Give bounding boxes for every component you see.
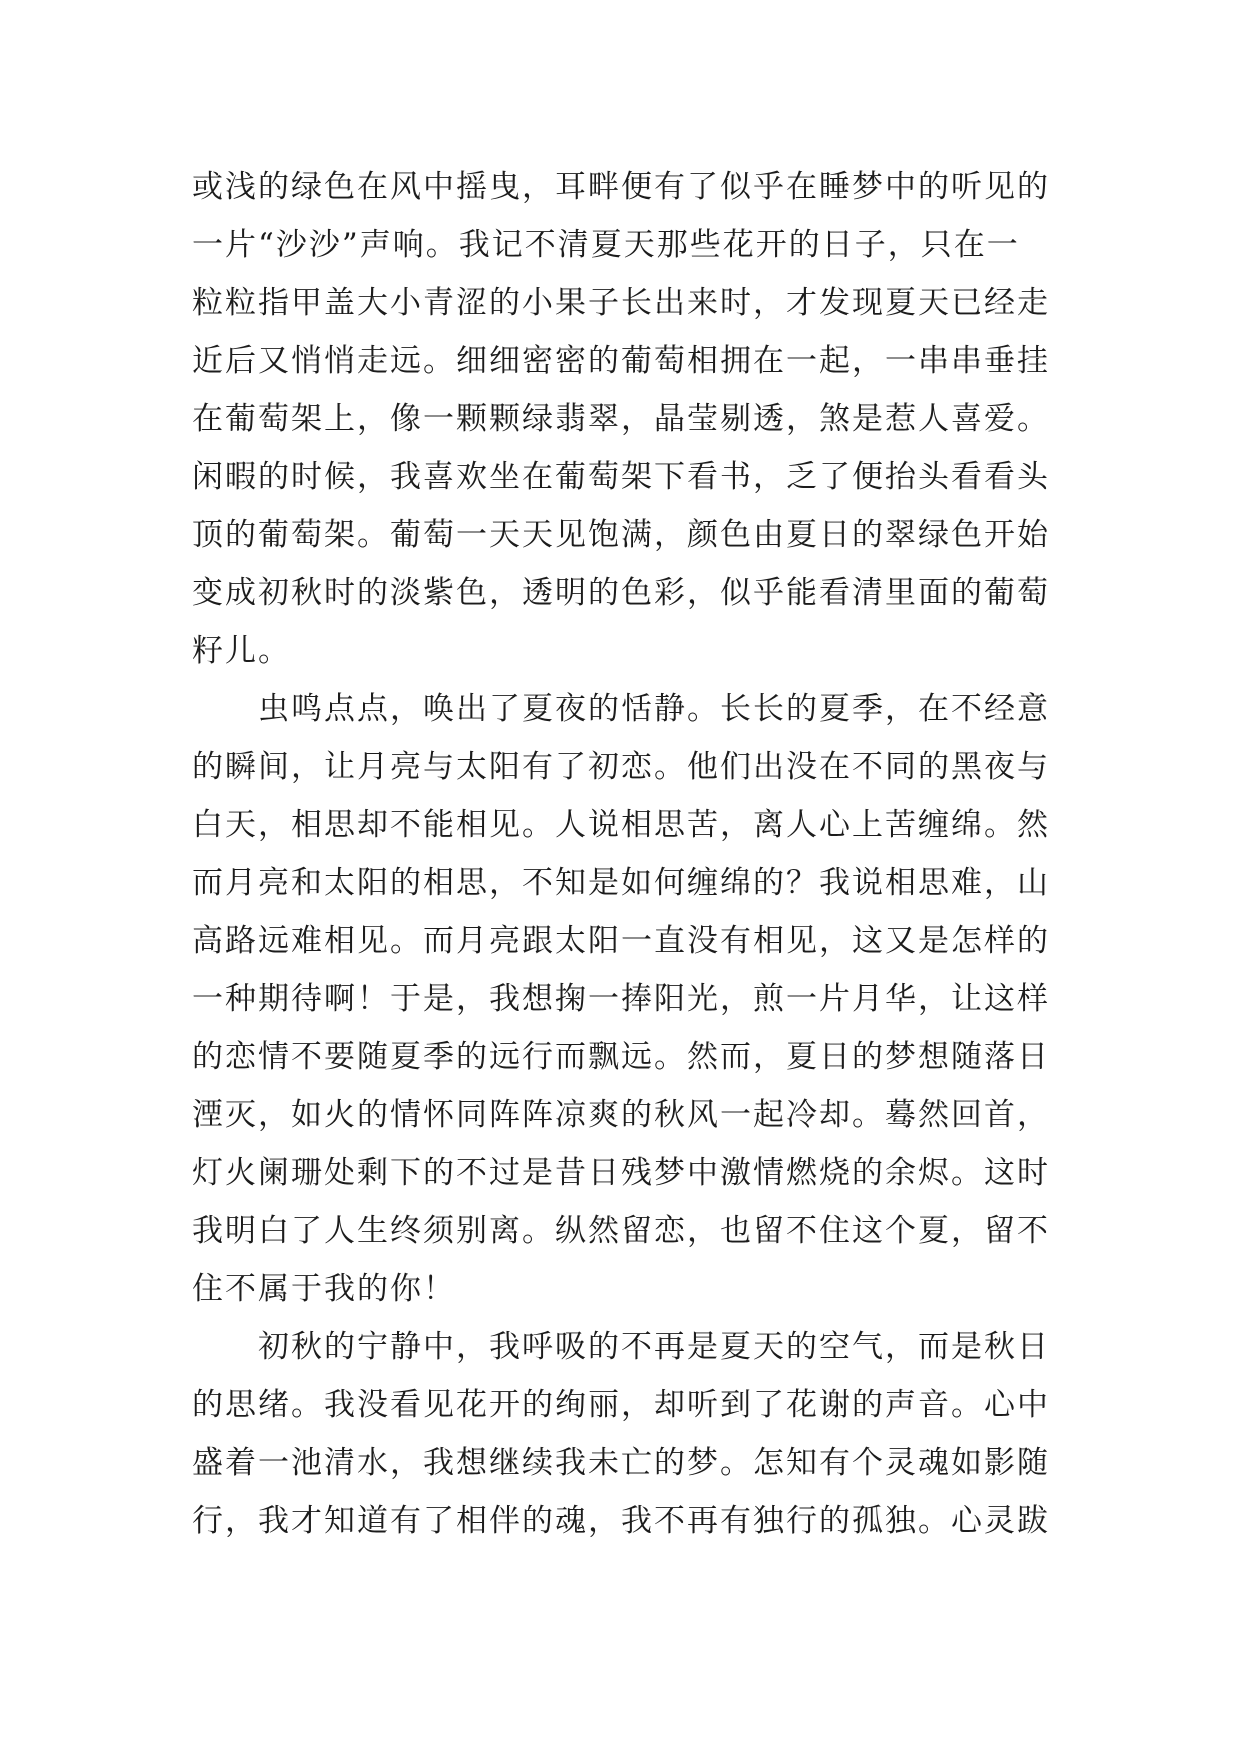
text-line: 盛着一池清水，我想继续我未亡的梦。怎知有个灵魂如影随 — [192, 1445, 1050, 1481]
text-line: 一种期待啊！于是，我想掬一捧阳光，煎一片月华，让这样 — [192, 981, 1050, 1017]
text-line: 的恋情不要随夏季的远行而飘远。然而，夏日的梦想随落日 — [192, 1039, 1050, 1075]
text-line: 在葡萄架上，像一颗颗绿翡翠，晶莹剔透，煞是惹人喜爱。 — [192, 401, 1050, 437]
text-line: 一片“沙沙”声响。我记不清夏天那些花开的日子，只在一 — [192, 227, 1020, 263]
text-line: 籽儿。 — [192, 633, 291, 669]
text-line: 白天，相思却不能相见。人说相思苦，离人心上苦缠绵。然 — [192, 807, 1050, 843]
text-line: 的瞬间，让月亮与太阳有了初恋。他们出没在不同的黑夜与 — [192, 749, 1050, 785]
paragraph-3 — [192, 1318, 1062, 1550]
paragraph-2 — [192, 680, 1062, 1318]
text-line: 湮灭，如火的情怀同阵阵凉爽的秋风一起冷却。蓦然回首， — [192, 1097, 1050, 1133]
text-line: 顶的葡萄架。葡萄一天天见饱满，颜色由夏日的翠绿色开始 — [192, 517, 1050, 553]
text-line: 闲暇的时候，我喜欢坐在葡萄架下看书，乏了便抬头看看头 — [192, 459, 1050, 495]
text-line: 灯火阑珊处剩下的不过是昔日残梦中激情燃烧的余烬。这时 — [192, 1155, 1050, 1191]
text-line: 而月亮和太阳的相思，不知是如何缠绵的？我说相思难，山 — [192, 865, 1050, 901]
text-line: 行，我才知道有了相伴的魂，我不再有独行的孤独。心灵跋 — [192, 1503, 1050, 1539]
text-line: 或浅的绿色在风中摇曳，耳畔便有了似乎在睡梦中的听见的 — [192, 169, 1050, 205]
text-line: 变成初秋时的淡紫色，透明的色彩，似乎能看清里面的葡萄 — [192, 575, 1050, 611]
text-line-first-indented: 初秋的宁静中，我呼吸的不再是夏天的空气，而是秋日 — [258, 1329, 1050, 1365]
text-line: 的思绪。我没看见花开的绚丽，却听到了花谢的声音。心中 — [192, 1387, 1050, 1423]
text-line: 我明白了人生终须别离。纵然留恋，也留不住这个夏，留不 — [192, 1213, 1050, 1249]
document-body — [192, 158, 1062, 1550]
text-line-first-indented: 虫鸣点点，唤出了夏夜的恬静。长长的夏季，在不经意 — [258, 691, 1050, 727]
text-line: 高路远难相见。而月亮跟太阳一直没有相见，这又是怎样的 — [192, 923, 1050, 959]
paragraph-1 — [192, 158, 1062, 680]
text-line: 住不属于我的你！ — [192, 1271, 456, 1307]
text-line: 近后又悄悄走远。细细密密的葡萄相拥在一起，一串串垂挂 — [192, 343, 1050, 379]
text-line: 粒粒指甲盖大小青涩的小果子长出来时，才发现夏天已经走 — [192, 285, 1050, 321]
